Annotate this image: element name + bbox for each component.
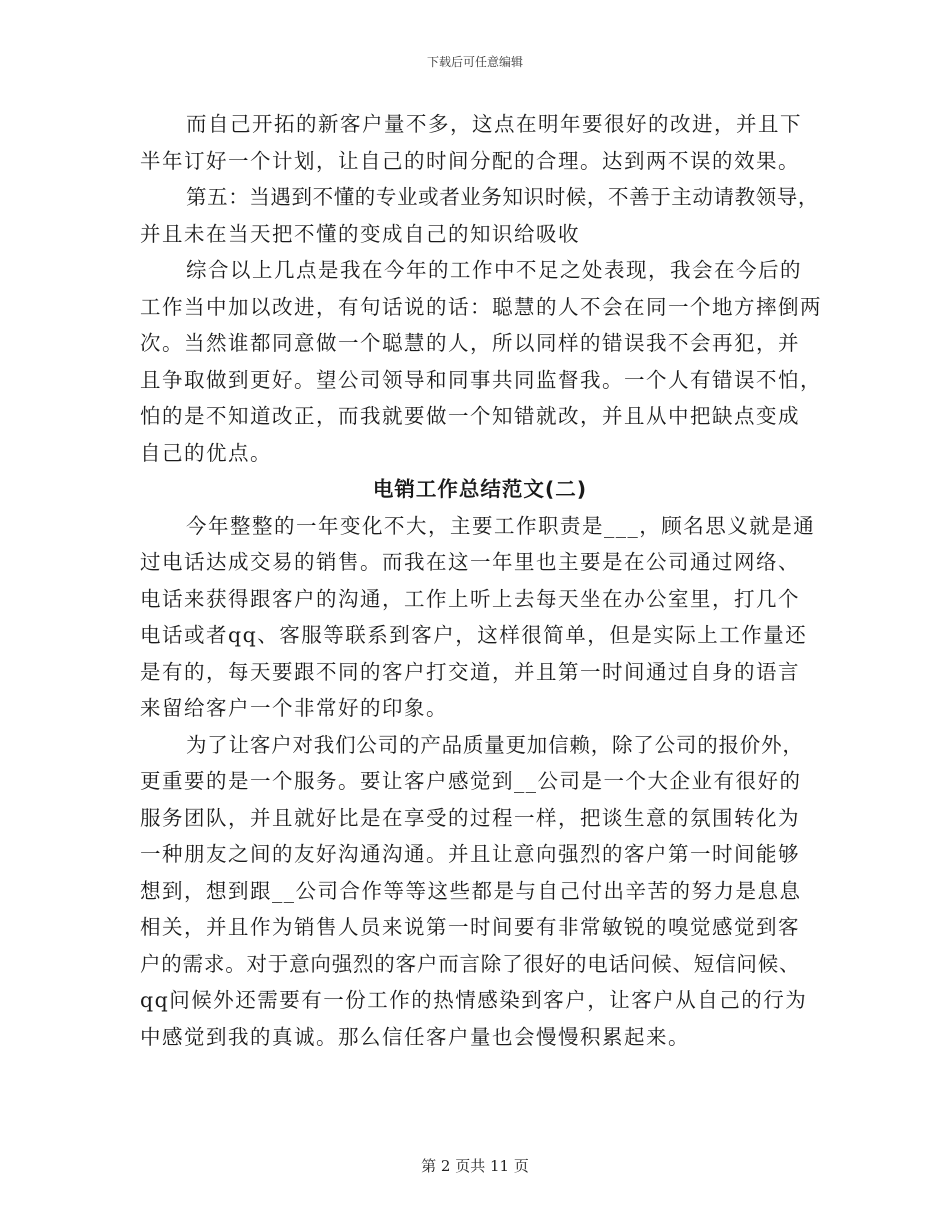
paragraph-line: 过电话达成交易的销售。而我在这一年里也主要是在公司通过网络、	[140, 550, 800, 574]
paragraph-line: 电话来获得跟客户的沟通，工作上听上去每天坐在办公室里，打几个	[140, 586, 800, 611]
paragraph-line: 为了让客户对我们公司的产品质量更加信赖，除了公司的报价外，	[186, 732, 804, 757]
paragraph-line: 而自己开拓的新客户量不多，这点在明年要很好的改进，并且下	[186, 112, 802, 136]
paragraph-line: 中感觉到我的真诚。那么信任客户量也会慢慢积累起来。	[140, 1024, 690, 1049]
paragraph-line: qq问候外还需要有一份工作的热情感染到客户，让客户从自己的行为	[140, 988, 808, 1012]
paragraph-line: 更重要的是一个服务。要让客户感觉到__公司是一个大企业有很好的	[140, 769, 802, 793]
paragraph-line: 户的需求。对于意向强烈的客户而言除了很好的电话问候、短信问候、	[140, 951, 801, 976]
paragraph-line: 今年整整的一年变化不大，主要工作职责是___，顾名思义就是通	[186, 513, 816, 538]
paragraph-line: 服务团队，并且就好比是在享受的过程一样，把谈生意的氛围转化为	[140, 805, 800, 830]
paragraph-line: 自己的优点。	[140, 440, 272, 465]
paragraph-line: 想到，想到跟__公司合作等等这些都是与自己付出辛苦的努力是息息	[140, 878, 802, 903]
document-body	[140, 106, 820, 1055]
paragraph-line: 并且未在当天把不懂的变成自己的知识给吸收	[140, 221, 580, 246]
paragraph-line: 且争取做到更好。望公司领导和同事共同监督我。一个人有错误不怕，	[140, 367, 822, 392]
paragraph-line: 综合以上几点是我在今年的工作中不足之处表现，我会在今后的	[186, 258, 802, 282]
paragraph-line: 相关，并且作为销售人员来说第一时间要有非常敏锐的嗅觉感觉到客	[140, 915, 800, 939]
paragraph-line: 第五：当遇到不懂的专业或者业务知识时候，不善于主动请教领导，	[186, 185, 819, 209]
paragraph-line: 来留给客户一个非常好的印象。	[140, 696, 448, 720]
paragraph-line: 半年订好一个计划，让自己的时间分配的合理。达到两不误的效果。	[140, 148, 800, 173]
paragraph-line: 怕的是不知道改正，而我就要做一个知错就改，并且从中把缺点变成	[140, 404, 800, 428]
paragraph-line: 一种朋友之间的友好沟通沟通。并且让意向强烈的客户第一时间能够	[140, 842, 800, 866]
section-title: 电销工作总结范文(二)	[372, 477, 588, 501]
page-header: 下载后可任意编辑	[426, 55, 523, 69]
paragraph-line: 次。当然谁都同意做一个聪慧的人，所以同样的错误我不会再犯，并	[140, 331, 800, 355]
page-number: 第 2 页共 11 页	[421, 1157, 529, 1175]
paragraph-line: 是有的，每天要跟不同的客户打交道，并且第一时间通过自身的语言	[140, 659, 800, 684]
paragraph-line: 电话或者qq、客服等联系到客户，这样很简单，但是实际上工作量还	[140, 623, 808, 647]
paragraph-line: 工作当中加以改进，有句话说的话：聪慧的人不会在同一个地方摔倒两	[140, 294, 822, 319]
